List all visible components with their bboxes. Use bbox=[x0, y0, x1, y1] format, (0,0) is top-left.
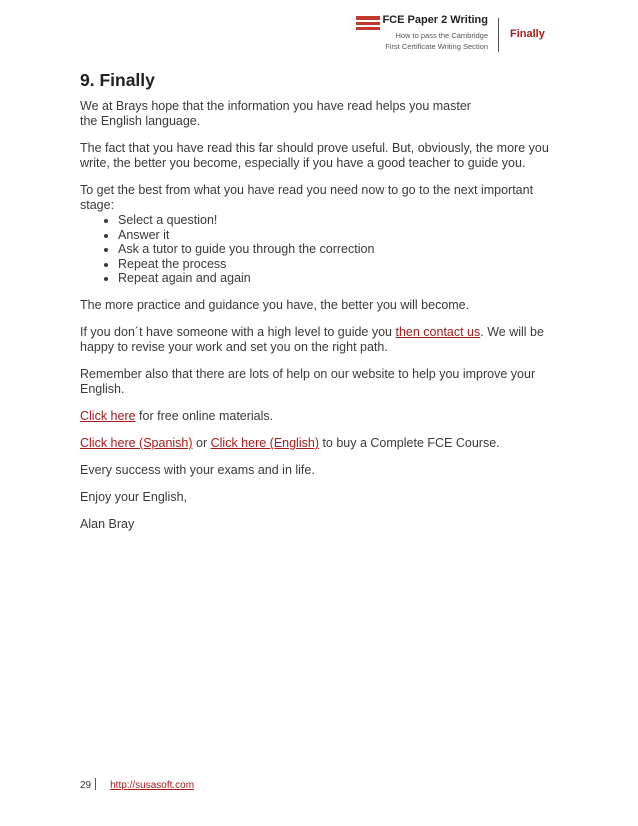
list-item: • Answer it bbox=[118, 228, 560, 243]
steps-list bbox=[80, 213, 560, 286]
list-item: • Ask a tutor to guide you through the correction bbox=[118, 242, 560, 257]
intro-line1: We at Brays hope that the information you have read helps you master bbox=[80, 99, 471, 113]
paragraph-free-materials bbox=[80, 409, 560, 424]
page-footer bbox=[80, 778, 194, 791]
footer-divider bbox=[95, 778, 96, 790]
buy-course-text: to buy a Complete FCE Course. bbox=[318, 435, 500, 450]
contact-text-before: If you don´t have someone with a high level to guide you bbox=[80, 324, 396, 339]
list-item: • Repeat again and again bbox=[118, 271, 560, 286]
paragraph-success: Every success with your exams and in life. bbox=[80, 462, 315, 477]
header-subtitle-line1: How to pass the Cambridge bbox=[395, 31, 488, 40]
paragraph-practice: The more practice and guidance you have, the better you will become. bbox=[80, 297, 470, 312]
header-divider bbox=[498, 18, 499, 52]
paragraph-closing: Enjoy your English, bbox=[80, 489, 188, 504]
paragraph-contact bbox=[80, 325, 560, 355]
contact-text-after: . We will be happy to revise your work and set you on the right path. bbox=[80, 324, 544, 354]
header-section-label: Finally bbox=[510, 28, 545, 40]
paragraph-buy-course bbox=[80, 436, 560, 451]
main-content bbox=[80, 70, 560, 544]
page-number: 29 bbox=[80, 780, 92, 791]
footer-website-link[interactable]: http://susasoft.com bbox=[110, 780, 195, 791]
list-item: • Repeat the process bbox=[118, 257, 560, 272]
english-course-link[interactable]: Click here (English) bbox=[210, 435, 319, 450]
intro-paragraph bbox=[80, 99, 560, 129]
paragraph-next-stage: To get the best from what you have read you need now to go to the next important stage: bbox=[80, 183, 534, 212]
signature: Alan Bray bbox=[80, 516, 135, 531]
paragraph-writing-advice: The fact that you have read this far should prove useful. But, obviously, the more you write, the better you become, especially if you have a good teacher to guide you. bbox=[80, 141, 549, 170]
header-subtitle-line2: First Certificate Writing Section bbox=[385, 42, 488, 51]
intro-line2: the English language. bbox=[80, 114, 201, 128]
free-materials-text: for free online materials. bbox=[135, 408, 274, 423]
buy-course-or: or bbox=[192, 435, 211, 450]
page-title: 9. Finally bbox=[80, 70, 155, 90]
paragraph-website-help: Remember also that there are lots of help on our website to help you improve your English. bbox=[80, 366, 536, 396]
list-item: • Select a question! bbox=[118, 213, 560, 228]
header-title: FCE Paper 2 Writing bbox=[382, 14, 488, 26]
spanish-course-link[interactable]: Click here (Spanish) bbox=[80, 435, 193, 450]
free-materials-link[interactable]: Click here bbox=[80, 408, 136, 423]
contact-us-link[interactable]: then contact us bbox=[395, 324, 481, 339]
